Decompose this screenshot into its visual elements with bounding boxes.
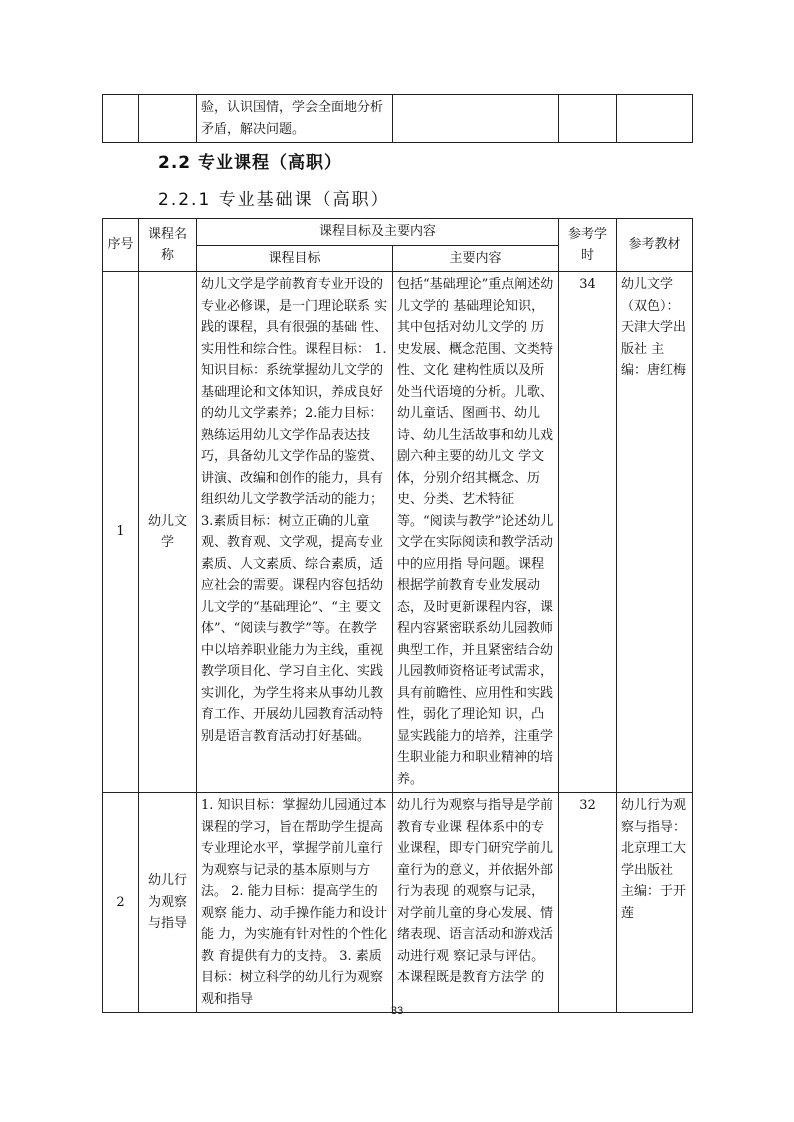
table-row [103, 272, 693, 793]
cell-empty [617, 95, 693, 143]
subsection-heading: 2.2.1 专业基础课（高职） [158, 190, 390, 210]
row-index: 1 [103, 272, 139, 793]
header-textbook: 参考教材 [617, 219, 693, 272]
row-hours: 34 [559, 272, 617, 793]
table-row [103, 95, 693, 143]
row-content: 幼儿行为观察与指导是学前教育专业课 程体系中的专业课程，即专门研究学前儿童行为的意义，并依据外部行为表现 的观察与记录，对学前儿童的身心发展、情绪表现、语言活动和游戏活动进行观 察记录与评估。本课程既是教育方法学 的 [393, 793, 559, 1013]
header-main-content: 主要内容 [393, 245, 559, 272]
top-table [102, 94, 693, 143]
row-content: 包括“基础理论”重点阐述幼儿文学的 基础理论知识，其中包括对幼儿文学的 历史发展、概念范围、文类特性、文化 建构性质以及所处当代语境的分析。儿歌、幼儿童话、图画书、幼儿诗、幼儿生活故事和幼儿戏剧六种主要的幼儿文 学文体，分别介绍其概念、历史、分类、艺术特征等。“阅读与教学”论述幼儿 文学在实际阅读和教学活动中的应用指 导问题。课程根据学前教育专业发展动态，及时更新课程内容，课程内容紧密联系幼儿园教师典型工作，并且紧密结合幼儿园教师资格证考试需求，具有前瞻性、应用性和实践性，弱化了理论知 识，凸显实践能力的培养，注重学生职业能力和职业精神的培养。 [393, 272, 559, 793]
row-goal: 1. 知识目标：掌握幼儿园通过本课程的学习，旨在帮助学生提高专业理论水平，掌握学前儿童行为观察与记录的基本原则与方法。 2. 能力目标：提高学生的观察 能力、动手操作能力和设计能 力，为实施有针对性的个性化教 育提供有力的支持。 3. 素质目标：树立科学的幼儿行为观察观和指导 [197, 793, 393, 1013]
page-number: 33 [390, 1005, 404, 1017]
row-index: 2 [103, 793, 139, 1013]
row-textbook: 幼儿行为观察与指导：北京理工大学出版社 主编：于开莲 [617, 793, 693, 1013]
row-hours: 32 [559, 793, 617, 1013]
cell-empty [103, 95, 139, 143]
cell-empty [559, 95, 617, 143]
row-course-name: 幼儿行为观察与指导 [139, 793, 197, 1013]
table-row [103, 793, 693, 1013]
header-course-name: 课程名称 [139, 219, 197, 272]
cell-empty [139, 95, 197, 143]
header-goals-and-content: 课程目标及主要内容 [197, 219, 559, 246]
course-table [102, 218, 693, 1013]
cell-empty [393, 95, 559, 143]
top-row-content: 验，认识国情，学会全面地分析矛盾，解决问题。 [197, 95, 393, 143]
header-index: 序号 [103, 219, 139, 272]
row-course-name: 幼儿文学 [139, 272, 197, 793]
row-textbook: 幼儿文学（双色）：天津大学出版社 主编：唐红梅 [617, 272, 693, 793]
table-header-row [103, 219, 693, 246]
row-goal: 幼儿文学是学前教育专业开设的专业必修课，是一门理论联系 实践的课程，具有很强的基础 性、实用性和综合性。课程目标： 1.知识目标：系统掌握幼儿文学的基础理论和文体知识，养成良好的幼儿文学素养；2.能力目标：熟练运用幼儿文学作品表达技巧，具备幼儿文学作品的鉴赏、讲演、改编和创作的能力，具有组织幼儿文学教学活动的能力；3.素质目标：树立正确的儿童观、教育观、文学观，提高专业素质、人文素质、综合素质，适应社会的需要。课程内容包括幼儿文学的“基础理论”、“主 要文体”、“阅读与教学”等。在教学中以培养职业能力为主线，重视教学项目化、学习自主化、实践实训化，为学生将来从事幼儿教育工作、开展幼儿园教育活动特别是语言教育活动打好基础。 [197, 272, 393, 793]
header-goal: 课程目标 [197, 245, 393, 272]
header-hours: 参考学时 [559, 219, 617, 272]
section-heading: 2.2 专业课程（高职） [158, 153, 343, 173]
